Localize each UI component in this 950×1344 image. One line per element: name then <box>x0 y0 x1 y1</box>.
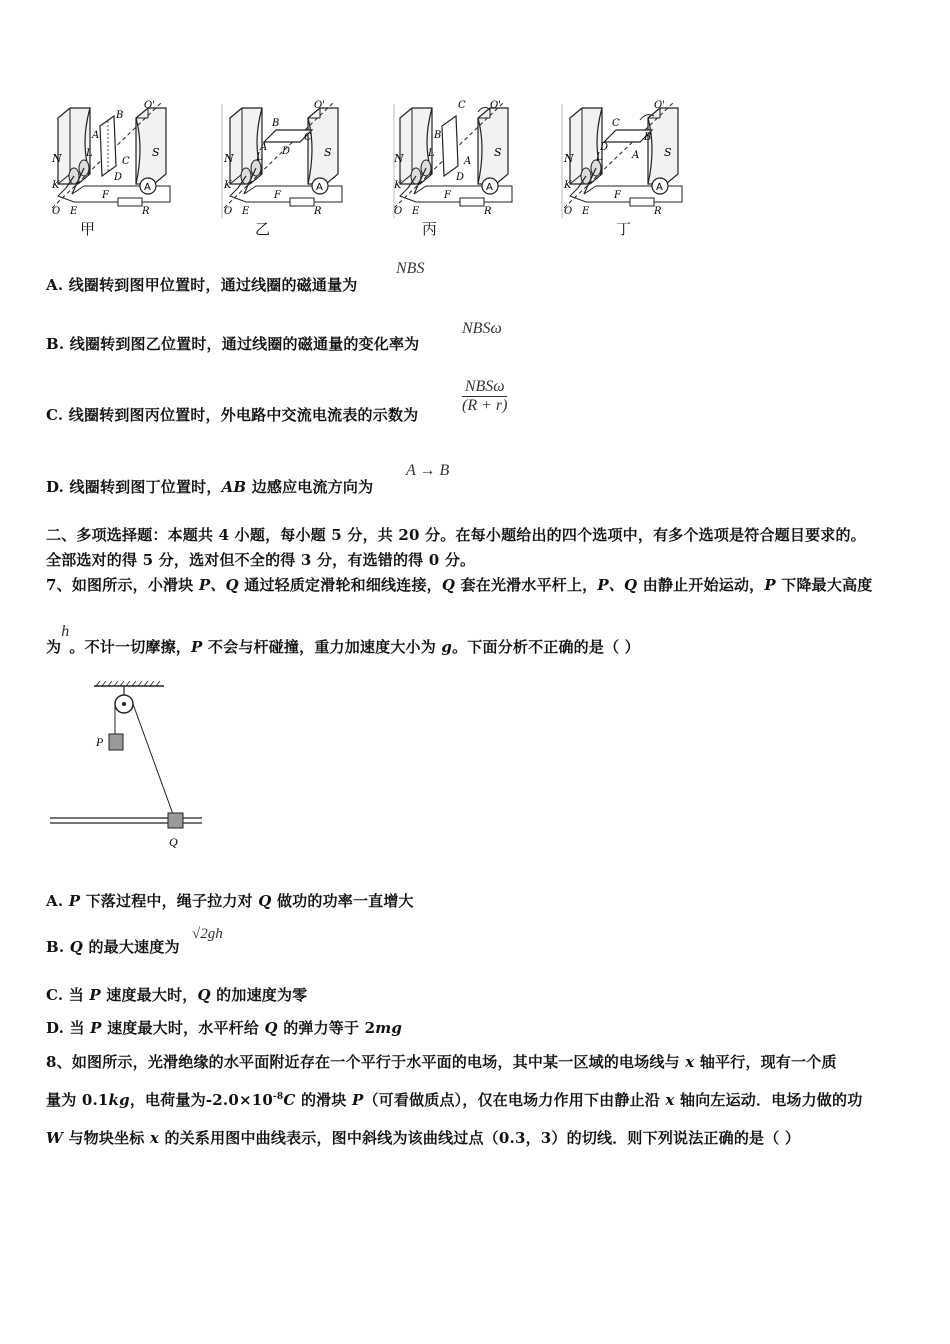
svg-text:E: E <box>242 206 250 217</box>
svg-text:E: E <box>412 206 420 217</box>
formula-nbs-omega: NBSω <box>462 320 502 337</box>
q8-text: 量为 0.1 <box>46 1091 109 1109</box>
var-p: P <box>68 892 81 910</box>
svg-text:O: O <box>564 206 573 217</box>
figure-yi <box>223 100 342 217</box>
svg-text:A: A <box>464 156 472 167</box>
q7-text: 为 <box>46 638 62 656</box>
section2-line1: 二、多项选择题：本题共 4 小题，每小题 5 分，共 20 分。在每小题给出的四个选项中，有多个选项是符合题目要求的。 <box>46 526 866 544</box>
formula-fraction <box>462 378 507 415</box>
option-text: 的最大速度为 <box>83 938 180 956</box>
fraction-denominator: (R + r) <box>462 397 508 414</box>
option-letter: C. <box>46 986 64 1004</box>
generator-figures <box>44 96 704 221</box>
unit-c: C <box>283 1091 296 1109</box>
option-letter: A. <box>46 892 64 910</box>
q8-text: ，电荷量为-2.0×10 <box>129 1091 273 1109</box>
formula-a-to-b: A → B <box>406 462 450 479</box>
svg-text:N: N <box>52 152 62 165</box>
svg-text:F: F <box>274 190 281 201</box>
label-p: P <box>96 735 104 749</box>
var-q: Q <box>258 892 272 910</box>
pulley-figure <box>46 676 216 852</box>
q8-text: 8、如图所示，光滑绝缘的水平面附近存在一个平行于水平面的电场，其中某一区域的电场线与 <box>46 1053 686 1071</box>
svg-text:D: D <box>282 146 291 157</box>
option-text: 的加速度为零 <box>210 986 308 1004</box>
var-p: P <box>90 1019 102 1037</box>
var-x: x <box>665 1091 675 1109</box>
svg-text:L: L <box>86 148 93 159</box>
var-x: x <box>685 1053 695 1071</box>
var-g: g <box>441 638 453 656</box>
svg-text:L: L <box>596 152 603 163</box>
svg-text:S: S <box>152 146 160 159</box>
option-text: 当 <box>63 986 90 1004</box>
unit-kg: kg <box>108 1091 130 1109</box>
q7-option-c <box>46 984 307 1005</box>
svg-text:R: R <box>484 206 492 217</box>
svg-text:A: A <box>260 142 268 153</box>
var-mg: mg <box>375 1019 403 1037</box>
q7-text: 由静止开始运动， <box>637 576 765 594</box>
svg-text:O: O <box>224 206 233 217</box>
svg-text:D: D <box>456 172 465 183</box>
option-text: 边感应电流方向为 <box>246 478 374 496</box>
formula-sqrt-2gh: √2gh <box>192 926 223 942</box>
option-text: 线圈转到图乙位置时，通过线圈的磁通量的变化率为 <box>69 335 420 353</box>
svg-text:O: O <box>52 206 61 217</box>
option-letter: A. <box>46 276 64 294</box>
svg-text:C: C <box>304 132 312 143</box>
figure-label-bing: 丙 <box>422 220 438 238</box>
svg-text:L: L <box>256 152 263 163</box>
formula-nbs: NBS <box>396 260 425 277</box>
option-text: 当 <box>64 1019 91 1037</box>
q7-text: 7、如图所示，小滑块 <box>46 576 199 594</box>
q8-text: 的滑块 <box>295 1091 352 1109</box>
q8-text: 轴向左运动．电场力做的功 <box>674 1091 863 1109</box>
q8-text: 的关系用图中曲线表示，图中斜线为该曲线过点（0.3，3）的切线．则下列说法正确的是（ ） <box>159 1129 801 1147</box>
option-text: 线圈转到图丁位置时， <box>69 478 222 496</box>
var-q: Q <box>69 938 84 956</box>
q7-text: 套在光滑水平杆上， <box>455 576 598 594</box>
figure-label-yi: 乙 <box>255 220 271 238</box>
svg-text:D: D <box>114 172 123 183</box>
var-pq: P、Q <box>597 576 638 594</box>
option-letter: B. <box>46 938 65 956</box>
option-text: 速度最大时，水平杆给 <box>101 1019 265 1037</box>
svg-text:D: D <box>600 142 609 153</box>
q7-option-a <box>46 890 414 911</box>
svg-text:F: F <box>102 190 109 201</box>
var-ab: AB <box>221 478 247 496</box>
svg-text:K: K <box>394 180 402 191</box>
q7-text: 。不计一切摩擦， <box>69 638 192 656</box>
var-p: P <box>764 576 776 594</box>
q8-text: 轴平行，现有一个质 <box>694 1053 837 1071</box>
option-letter: C. <box>46 406 64 424</box>
svg-text:S: S <box>664 146 672 159</box>
svg-text:E: E <box>70 206 78 217</box>
svg-text:O': O' <box>314 100 325 111</box>
q8-stem-line1 <box>46 1051 837 1072</box>
svg-text:A: A <box>92 130 100 141</box>
label-q: Q <box>169 835 178 849</box>
var-p: P <box>89 986 101 1004</box>
section2-line2: 全部选对的得 5 分，选对但不全的得 3 分，有选错的得 0 分。 <box>46 551 476 569</box>
svg-text:K: K <box>224 180 232 191</box>
svg-text:O: O <box>394 206 403 217</box>
svg-text:N: N <box>394 152 404 165</box>
option-text: 做功的功率一直增大 <box>271 892 414 910</box>
q7-option-d <box>46 1017 402 1038</box>
figure-jia <box>51 100 170 217</box>
q7-option-b <box>46 936 180 957</box>
var-p: P <box>352 1091 364 1109</box>
svg-text:O': O' <box>490 100 501 111</box>
svg-text:E: E <box>582 206 590 217</box>
figure-bing <box>393 100 512 217</box>
q6-option-d <box>46 476 373 497</box>
svg-text:K: K <box>564 180 572 191</box>
fraction-numerator: NBSω <box>462 378 507 397</box>
q7-stem-line1 <box>46 574 872 595</box>
figure-label-jia: 甲 <box>80 220 96 238</box>
q8-text: 与物块坐标 <box>63 1129 150 1147</box>
option-letter: D. <box>46 478 65 496</box>
option-text: 线圈转到图甲位置时，通过线圈的磁通量为 <box>68 276 358 294</box>
figure-ding <box>563 100 682 217</box>
option-text: 的弹力等于 2 <box>277 1019 376 1037</box>
q7-text: 不会与杆碰撞，重力加速度大小为 <box>202 638 442 656</box>
svg-text:S: S <box>494 146 502 159</box>
q6-option-a <box>46 274 358 295</box>
q6-option-c <box>46 404 418 425</box>
var-h: h <box>61 623 70 640</box>
q8-text: （可看做质点），仅在电场力作用下由静止沿 <box>363 1091 666 1109</box>
svg-text:C: C <box>122 156 130 167</box>
svg-text:S: S <box>324 146 332 159</box>
q7-stem-line2 <box>46 623 640 657</box>
var-pq: P、Q <box>198 576 239 594</box>
var-q: Q <box>264 1019 278 1037</box>
option-text: 速度最大时， <box>100 986 198 1004</box>
q8-stem-line3 <box>46 1127 800 1148</box>
svg-text:F: F <box>614 190 621 201</box>
q7-text: 通过轻质定滑轮和细线连接， <box>238 576 442 594</box>
var-q: Q <box>197 986 211 1004</box>
svg-text:R: R <box>654 206 662 217</box>
exponent: -8 <box>273 1092 284 1102</box>
svg-text:C: C <box>458 100 466 111</box>
svg-text:O': O' <box>654 100 665 111</box>
figure-label-ding: 丁 <box>616 220 632 238</box>
svg-text:A: A <box>632 150 640 161</box>
svg-text:R: R <box>314 206 322 217</box>
option-letter: B. <box>46 335 65 353</box>
var-q: Q <box>441 576 456 594</box>
svg-text:R: R <box>142 206 150 217</box>
option-text: 线圈转到图丙位置时，外电路中交流电流表的示数为 <box>68 406 419 424</box>
q8-stem-line2 <box>46 1089 862 1110</box>
svg-text:C: C <box>612 118 620 129</box>
q6-option-b <box>46 333 419 354</box>
svg-text:N: N <box>224 152 234 165</box>
svg-text:F: F <box>444 190 451 201</box>
svg-text:B: B <box>434 130 442 141</box>
var-p: P <box>191 638 203 656</box>
option-letter: D. <box>46 1019 65 1037</box>
q7-text: 下降最大高度 <box>775 576 873 594</box>
svg-text:B: B <box>116 110 124 121</box>
var-w: W <box>46 1129 64 1147</box>
svg-text:B: B <box>644 132 652 143</box>
svg-text:N: N <box>564 152 574 165</box>
q7-text: 。下面分析不正确的是（ ） <box>452 638 640 656</box>
svg-text:B: B <box>272 118 280 129</box>
option-text: 下落过程中，绳子拉力对 <box>80 892 259 910</box>
var-x: x <box>149 1129 160 1147</box>
svg-text:K: K <box>52 180 60 191</box>
svg-text:L: L <box>428 148 435 159</box>
svg-text:O': O' <box>144 100 155 111</box>
